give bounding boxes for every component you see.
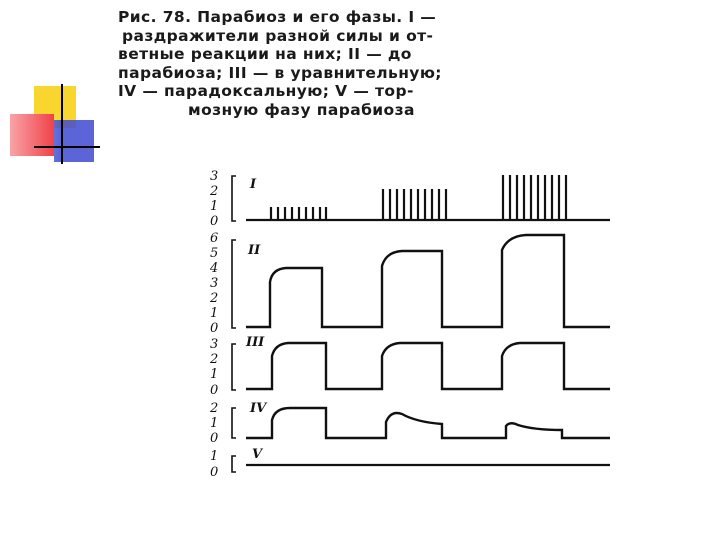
tick-label: 4 xyxy=(210,261,219,276)
panel-label: V xyxy=(252,447,263,462)
panel-i-trace xyxy=(246,175,610,220)
parabiosis-figure xyxy=(196,160,626,490)
panel-label: I xyxy=(250,177,257,192)
tick-label: 2 xyxy=(210,291,219,306)
decor-vertical-rule xyxy=(61,84,63,164)
tick-label: 0 xyxy=(210,321,219,336)
tick-labels xyxy=(209,169,218,480)
scale-bracket xyxy=(232,344,236,390)
tick-label: 1 xyxy=(210,416,219,431)
tick-label: 3 xyxy=(210,276,219,291)
tick-label: 0 xyxy=(210,465,219,480)
caption-line: раздражители разной силы и от- xyxy=(122,26,434,45)
scale-bracket xyxy=(232,408,236,438)
tick-label: 0 xyxy=(210,431,219,446)
tick-label: 1 xyxy=(210,199,219,214)
caption-line: мозную фазу парабиоза xyxy=(188,100,415,119)
scale-bracket xyxy=(232,240,236,328)
figure-caption xyxy=(118,8,586,119)
scale-bracket xyxy=(232,176,236,221)
caption-line: ветные реакции на них; II — до xyxy=(118,45,412,63)
tick-label: 0 xyxy=(210,383,219,398)
decor-horizontal-rule xyxy=(34,146,100,148)
burst-medium xyxy=(383,189,446,220)
panel-ii-trace xyxy=(246,235,610,327)
tick-label: 6 xyxy=(210,231,219,246)
caption-line: IV — парадоксальную; V — тор- xyxy=(118,82,414,100)
tick-label: 1 xyxy=(210,306,219,321)
tick-label: 2 xyxy=(210,401,219,416)
scale-brackets xyxy=(232,176,236,472)
decor-fade-overlay xyxy=(10,114,94,162)
tick-label: 1 xyxy=(210,367,219,382)
caption-line: Рис. 78. Парабиоз и его фазы. I — xyxy=(118,8,437,26)
tick-label: 3 xyxy=(210,169,219,184)
tick-label: 3 xyxy=(210,337,219,352)
tick-label: 1 xyxy=(210,449,219,464)
burst-strong xyxy=(503,175,566,220)
tick-label: 0 xyxy=(210,214,219,229)
panel-label: IV xyxy=(250,401,267,416)
tick-label: 5 xyxy=(210,246,219,261)
burst-weak xyxy=(271,207,326,220)
panel-iii-trace xyxy=(246,343,610,389)
caption-line: парабиоза; III — в уравнительную; xyxy=(118,63,442,82)
tick-label: 2 xyxy=(210,184,219,199)
panel-label: II xyxy=(248,243,261,258)
panel-label: III xyxy=(246,335,265,350)
panel-iv-trace xyxy=(246,408,610,438)
tick-label: 2 xyxy=(210,352,219,367)
scale-bracket xyxy=(232,456,236,472)
